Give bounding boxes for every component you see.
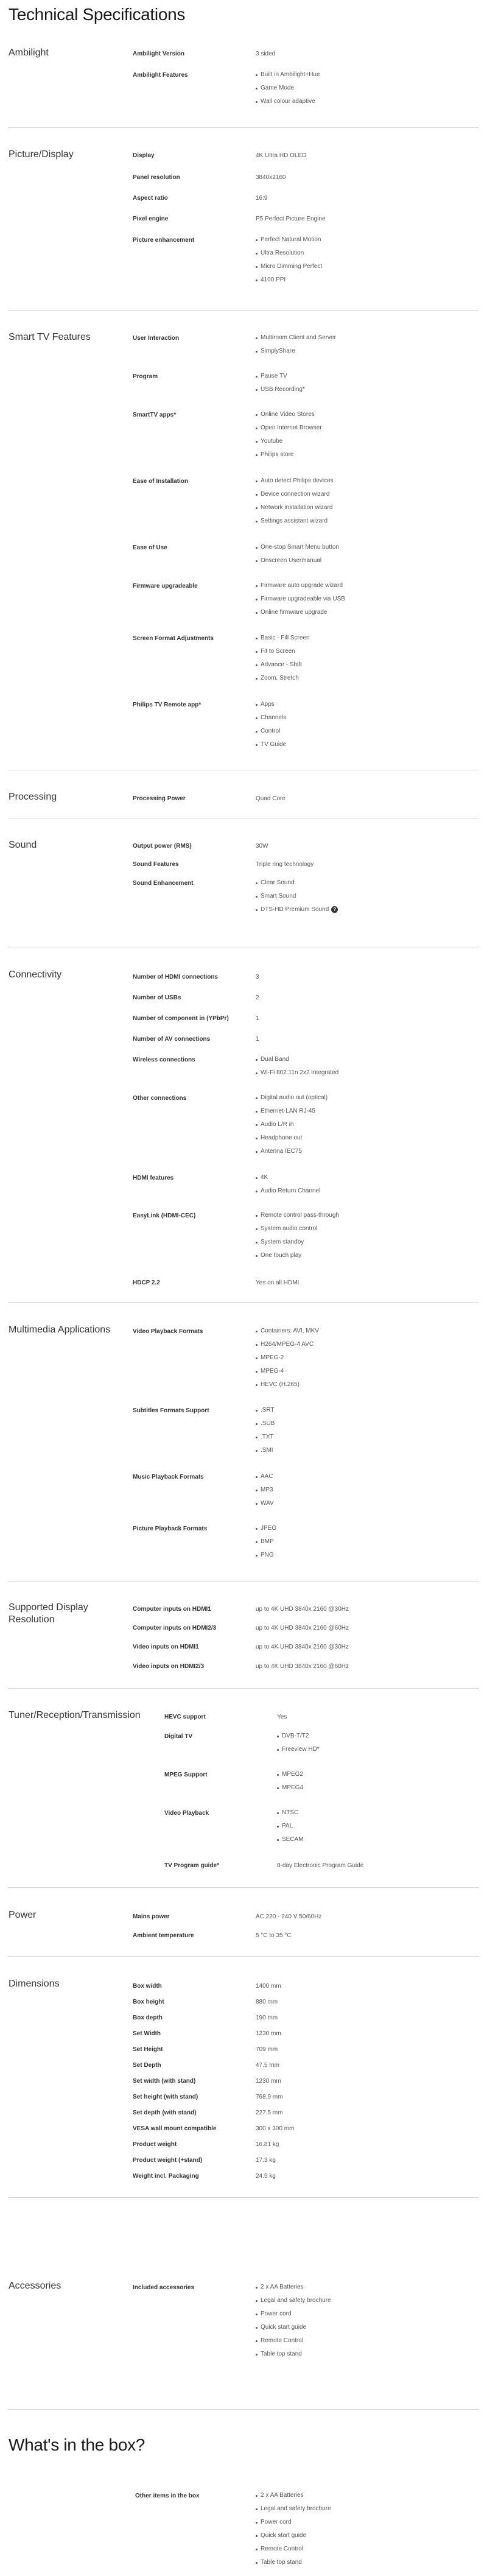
list-item: 2 x AA Batteries [256,2281,331,2294]
section-divider [9,1302,478,1303]
list-item: WAV [256,1497,274,1510]
spec-value: 1230 mm [256,2078,281,2085]
list-item: DVB-T/T2 [277,1730,320,1743]
spec-value: 24.5 kg [256,2173,276,2180]
spec-value: Triple ring technology [256,861,314,868]
spec-label: Number of AV connections [133,1036,211,1043]
list-item: System standby [256,1236,339,1249]
spec-label: TV Program guide* [164,1862,220,1869]
spec-label: Set depth (with stand) [133,2110,197,2116]
list-item: Dual Band [256,1053,338,1066]
list-item: USB Recording* [256,383,305,396]
spec-label: HEVC support [164,1714,206,1720]
help-icon[interactable]: ? [331,906,338,913]
spec-label: Display [133,152,155,159]
spec-value: up to 4K UHD 3840x 2160 @30Hz [256,1606,349,1613]
list-item: Ultra Resolution [256,247,322,260]
list-item: Auto detect Philips devices [256,474,334,488]
list-item: .TXT [256,1431,275,1444]
spec-label: Video inputs on HDMI1 [133,1644,199,1650]
list-item: Onscreen Usermanual [256,554,339,568]
spec-value-list [256,233,322,287]
spec-value: 880 mm [256,1999,278,2005]
list-item: 4100 PPI [256,273,322,287]
spec-label: Subtitles Formats Support [133,1407,209,1414]
list-item: Online firmware upgrade [256,606,345,619]
spec-label: VESA wall mount compatible [133,2125,217,2132]
list-item: Legal and safety brochure [256,2294,331,2307]
spec-label: HDCP 2.2 [133,1279,160,1286]
list-item: .SUB [256,1417,275,1431]
spec-label: Music Playback Formats [133,1474,204,1480]
spec-value: 3840x2160 [256,174,286,181]
list-item: Apps [256,698,286,711]
list-item [256,903,338,917]
section-title-sound: Sound [9,840,37,850]
spec-label: Set height (with stand) [133,2094,198,2100]
list-item: Remote control pass-through [256,1209,339,1222]
spec-value-list [256,632,310,685]
spec-value: 1 [256,1036,259,1043]
list-item: Quick start guide [256,2321,331,2334]
spec-label: Number of component in (YPbPr) [133,1015,229,1022]
list-item: Online Video Stores [256,408,322,421]
section-title-picture: Picture/Display [9,149,74,160]
list-item: Fit to Screen [256,645,310,658]
list-item: SECAM [277,1833,304,1846]
spec-label: SmartTV apps* [133,412,177,418]
spec-value: 16.81 kg [256,2141,279,2148]
list-item: Device connection wizard [256,488,334,501]
section-title-accessories: Accessories [9,2281,61,2291]
list-item: HEVC (H.265) [256,1378,319,1392]
spec-value-list [277,1806,304,1846]
section-divider [9,1581,478,1582]
list-item: Remote Control [256,2543,331,2556]
list-item: NTSC [277,1806,304,1820]
spec-value: 17.3 kg [256,2157,276,2164]
section-title-dimensions: Dimensions [9,1979,60,1989]
list-item: Ethernet-LAN RJ-45 [256,1105,328,1118]
list-item: PAL [277,1820,304,1833]
spec-label: Processing Power [133,795,186,802]
list-item: SimplyShare [256,345,336,358]
spec-value: 709 mm [256,2046,278,2053]
spec-value: 227.5 mm [256,2110,283,2116]
section-divider [9,127,478,128]
list-item: Table top stand [256,2556,331,2569]
list-item: Network installation wizard [256,501,334,515]
section-divider [9,310,478,311]
spec-label: HDMI features [133,1175,174,1181]
spec-value: 4K Ultra HD OLED [256,152,307,159]
spec-value: 5 °C to 35 °C [256,1932,292,1939]
spec-label: Product weight [133,2141,177,2148]
spec-label: Wireless connections [133,1057,195,1063]
spec-value-list [256,1522,276,1562]
list-item: Firmware upgradeable via USB [256,593,345,606]
section-title-resolution: Supported Display Resolution [9,1602,88,1625]
spec-value-list [256,68,320,108]
list-item: MPEG4 [277,1781,303,1795]
spec-value: 30W [256,843,268,850]
list-item: MP3 [256,1483,274,1497]
spec-value: up to 4K UHD 3840x 2160 @30Hz [256,1644,349,1650]
spec-value-list [256,370,305,396]
section-title-multimedia: Multimedia Applications [9,1325,111,1335]
spec-value-list [256,579,345,619]
spec-label: Ease of Use [133,544,167,551]
spec-label: Video inputs on HDMI2/3 [133,1663,205,1670]
spec-value-list [277,1730,320,1756]
section-divider [9,1688,478,1689]
list-item: Advance - Shift [256,658,310,672]
list-item: 4K [256,1171,320,1184]
spec-label: Firmware upgradeable [133,583,198,589]
spec-value-list [256,1325,319,1392]
list-item: Philips store [256,448,322,462]
spec-value-list [256,474,334,528]
section-title-smart-tv: Smart TV Features [9,332,91,342]
list-item: Audio Return Channel [256,1184,320,1198]
section-title-tuner: Tuner/Reception/Transmission [9,1710,141,1720]
list-item: Legal and safety brochure [256,2502,331,2516]
spec-value-list [256,408,322,462]
spec-value: Yes on all HDMI [256,1279,300,1286]
section-title-processing: Processing [9,792,57,802]
spec-value-list [256,541,339,568]
list-item: One touch play [256,1249,339,1262]
list-item: PNG [256,1549,276,1562]
spec-value: 1230 mm [256,2030,281,2037]
spec-value: 47.5 mm [256,2062,279,2069]
spec-label: Included accessories [133,2284,195,2291]
list-item: MPEG-2 [256,1351,319,1365]
list-item: Headphone out [256,1131,328,1145]
spec-value: 300 x 300 mm [256,2125,295,2132]
spec-label: Number of HDMI connections [133,974,219,980]
page-title: Technical Specifications [9,5,186,24]
list-item: MPEG-4 [256,1365,319,1378]
section-title-connectivity: Connectivity [9,970,62,980]
spec-value: up to 4K UHD 3840x 2160 @60Hz [256,1625,349,1631]
spec-value: P5 Perfect Picture Engine [256,216,326,222]
spec-value: 8-day Electronic Program Guide [277,1862,364,1869]
section-divider [9,1887,478,1888]
list-item: Digital audio out (optical) [256,1091,328,1105]
spec-label: Video Playback [164,1810,209,1817]
spec-label: Set width (with stand) [133,2078,196,2085]
spec-label: Set Depth [133,2062,161,2069]
spec-label: Ease of Installation [133,478,189,485]
spec-label: Box width [133,1983,162,1990]
list-item: Wi-Fi 802.11n 2x2 Integrated [256,1066,338,1080]
spec-value: Yes [277,1714,287,1720]
spec-label: Number of USBs [133,994,181,1001]
spec-label: User Interaction [133,335,180,342]
spec-value-list [256,1053,338,1080]
list-item: Game Mode [256,82,320,95]
list-item: Zoom, Stretch [256,672,310,685]
spec-value: 3 sided [256,51,276,57]
list-item: Containers: AVI, MKV [256,1325,319,1338]
spec-value-list [256,876,338,917]
list-item: Table top stand [256,2348,331,2361]
spec-label: Digital TV [164,1733,193,1740]
spec-value-list [256,1470,274,1510]
spec-label: Set Width [133,2030,161,2037]
list-item: BMP [256,1535,276,1549]
list-item: Youtube [256,435,322,448]
spec-label: Other items in the box [135,2493,200,2499]
spec-label: Panel resolution [133,174,180,181]
spec-label: Ambient temperature [133,1932,194,1939]
spec-label: Weight incl. Packaging [133,2173,199,2180]
spec-value-list [256,1091,328,1158]
spec-value: 3 [256,974,259,980]
section-divider [9,2409,478,2410]
spec-label: Picture Playback Formats [133,1526,208,1532]
box-title: What's in the box? [9,2435,145,2454]
spec-value: 16:9 [256,195,268,202]
spec-value-list [277,1768,303,1795]
list-item: One-stop Smart Menu button [256,541,339,554]
section-divider [9,2197,478,2198]
list-item: Audio L/R in [256,1118,328,1131]
list-item: .SMI [256,1444,275,1457]
spec-label: Mains power [133,1913,170,1920]
list-item: Channels [256,711,286,725]
spec-value-list [256,698,286,751]
list-item: Perfect Natural Motion [256,233,322,247]
spec-label: Philips TV Remote app* [133,702,201,708]
list-item: Clear Sound [256,876,338,890]
spec-label: Set Height [133,2046,163,2053]
list-item: H264/MPEG-4 AVC [256,1338,319,1351]
spec-label: Output power (RMS) [133,843,192,850]
list-item: Multiroom Client and Server [256,331,336,345]
spec-value: 1 [256,1015,259,1022]
list-item: System audio control [256,1222,339,1236]
list-item: Quick start guide [256,2529,331,2543]
list-item: Smart Sound [256,890,338,903]
list-item: TV Guide [256,738,286,751]
spec-label: Aspect ratio [133,195,168,202]
list-item: Open Internet Browser [256,421,322,435]
list-item-text: DTS-HD Premium Sound [261,906,329,913]
section-title-power: Power [9,1910,37,1920]
spec-value: AC 220 - 240 V 50/60Hz [256,1913,322,1920]
spec-label: Ambilight Version [133,51,185,57]
spec-label: Ambilight Features [133,72,188,79]
section-divider [9,1956,478,1957]
spec-label: Screen Format Adjustments [133,635,214,642]
spec-label: Computer inputs on HDMI1 [133,1606,211,1613]
spec-label: Video Playback Formats [133,1328,203,1335]
list-item: Control [256,725,286,738]
list-item: Power cord [256,2516,331,2529]
spec-value: 2 [256,994,259,1001]
list-item: 2 x AA Batteries [256,2489,331,2502]
spec-value-list [256,2489,331,2569]
list-item: Freeview HD* [277,1743,320,1756]
spec-value-list [256,1209,339,1262]
list-item: Antenna IEC75 [256,1145,328,1158]
list-item: MPEG2 [277,1768,303,1781]
spec-label: Box height [133,1999,164,2005]
spec-value: Quad Core [256,795,286,802]
spec-label: MPEG Support [164,1772,208,1778]
spec-label: Computer inputs on HDMI2/3 [133,1625,217,1631]
list-item: AAC [256,1470,274,1483]
list-item: Settings assistant wizard [256,515,334,528]
list-item: Built in Ambilight+Hue [256,68,320,82]
list-item: Power cord [256,2307,331,2321]
list-item: .SRT [256,1404,275,1417]
list-item: JPEG [256,1522,276,1535]
spec-value: 768.9 mm [256,2094,283,2100]
list-item: Basic - Fill Screen [256,632,310,645]
spec-label: EasyLink (HDMI-CEC) [133,1212,196,1219]
list-item: Micro Dimming Perfect [256,260,322,273]
list-item: Remote Control [256,2334,331,2348]
list-item: Pause TV [256,370,305,383]
spec-label: Sound Enhancement [133,880,194,887]
spec-value-list [256,2281,331,2361]
list-item: Firmware auto upgrade wizard [256,579,345,593]
spec-label: Pixel engine [133,216,169,222]
spec-label: Product weight (+stand) [133,2157,203,2164]
spec-value-list [256,1171,320,1198]
list-item: Wall colour adaptive [256,95,320,108]
spec-value-list [256,331,336,358]
spec-value-list [256,1404,275,1457]
spec-label: Program [133,373,158,380]
section-title-ambilight: Ambilight [9,48,49,58]
spec-label: Picture enhancement [133,237,195,244]
spec-value: up to 4K UHD 3840x 2160 @60Hz [256,1663,349,1670]
spec-value: 1400 mm [256,1983,281,1990]
spec-label: Box depth [133,2015,163,2021]
spec-label: Sound Features [133,861,179,868]
spec-label: Other connections [133,1095,187,1102]
spec-value: 190 mm [256,2015,278,2021]
